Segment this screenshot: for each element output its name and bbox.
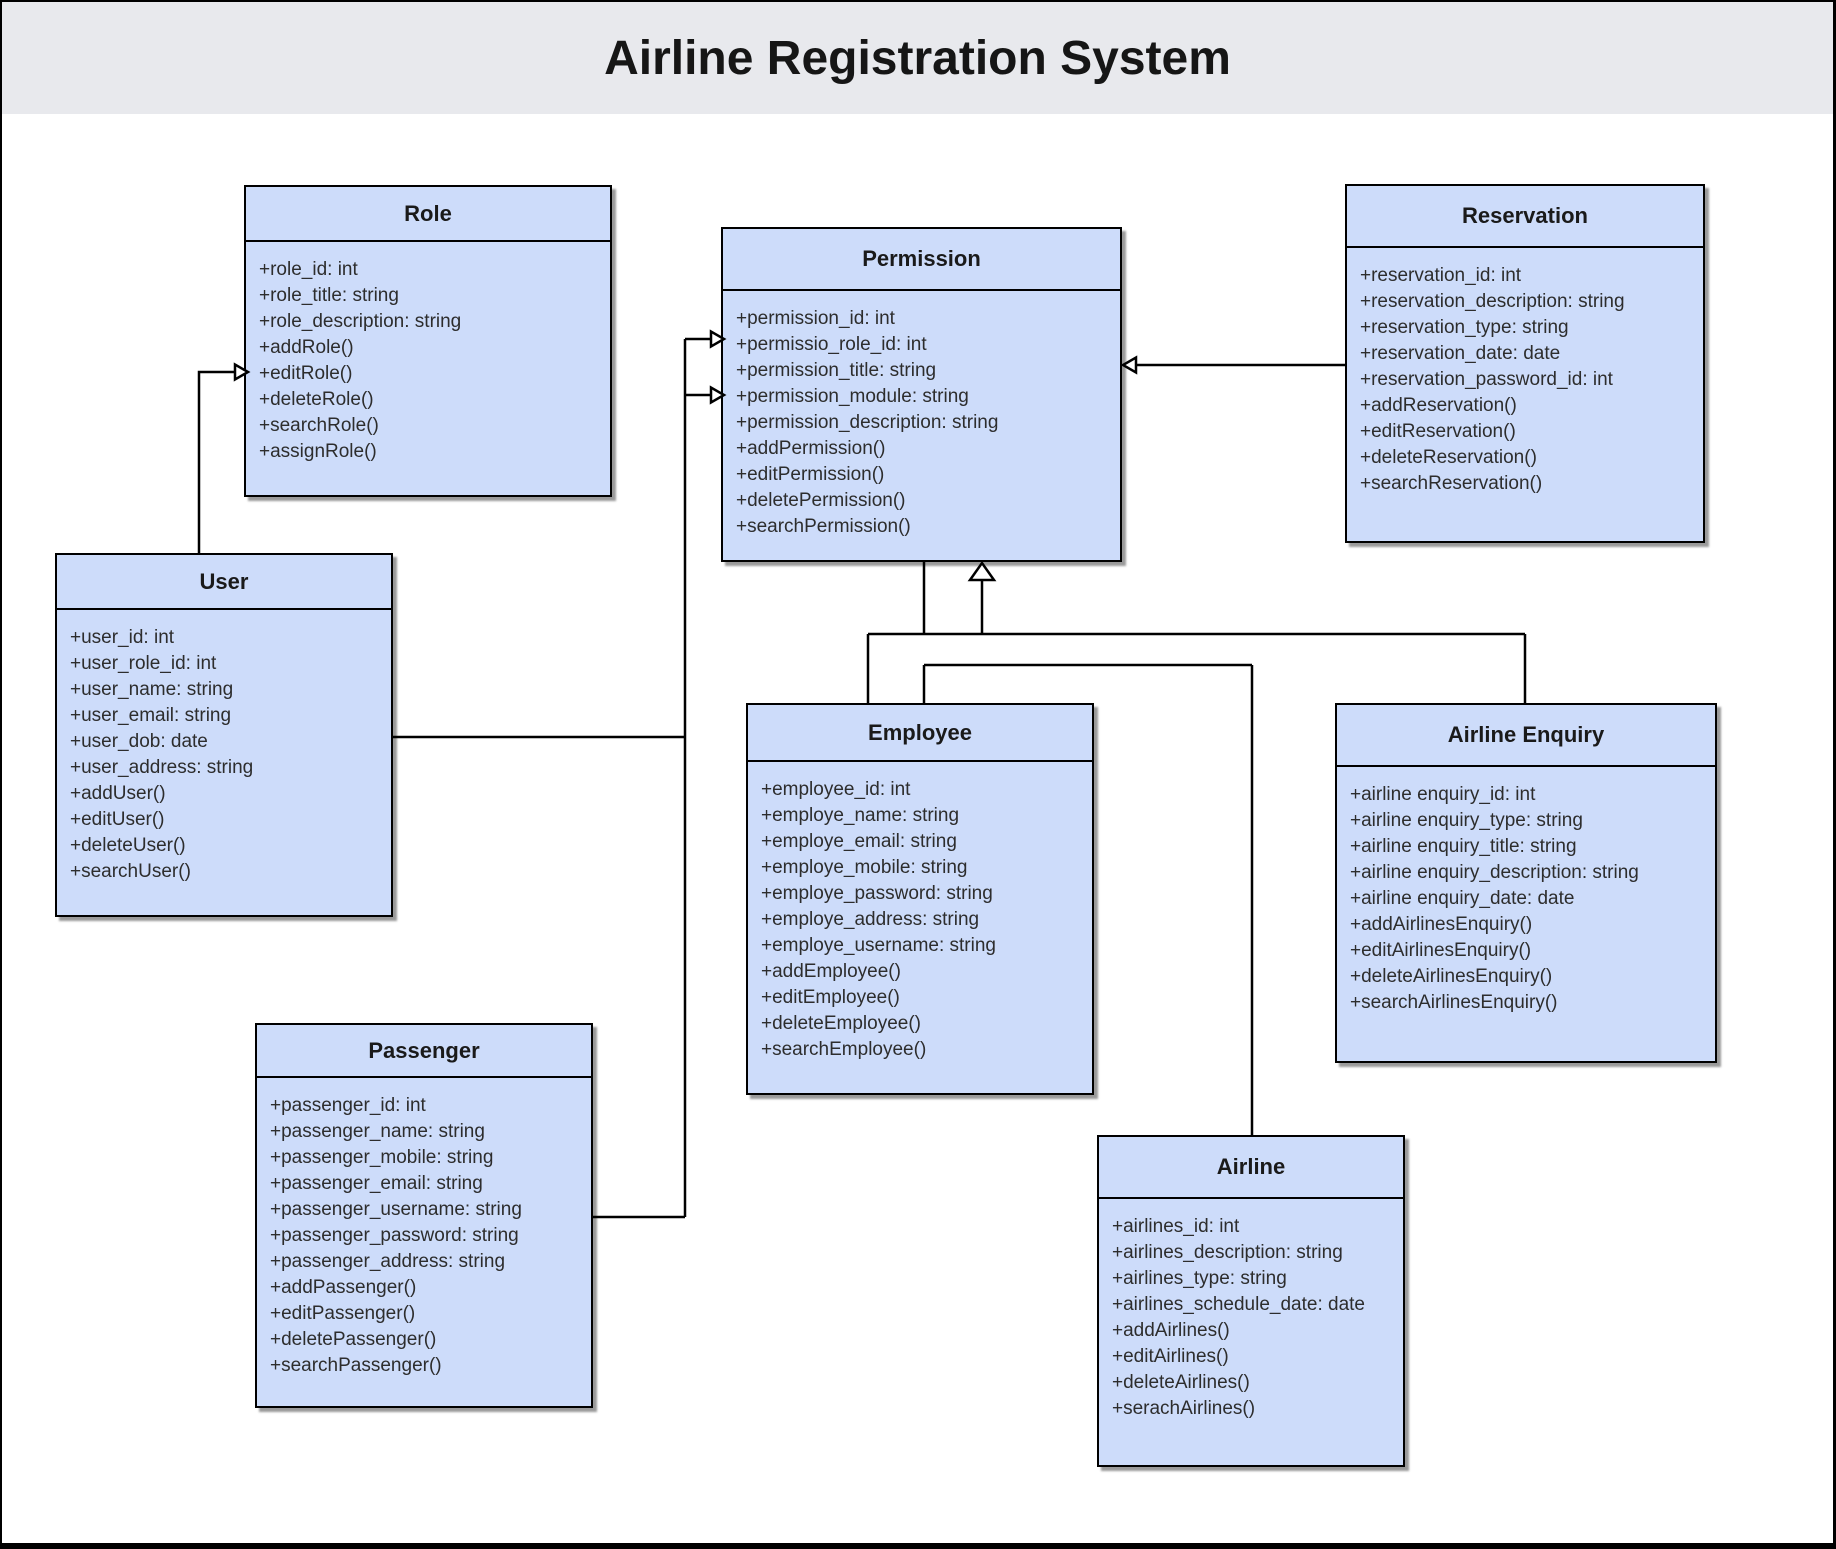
class-member: +passenger_password: string [270,1225,519,1246]
class-member: +reservation_password_id: int [1360,369,1613,390]
class-member: +permission_module: string [736,386,969,407]
class-box-airline-enquiry[interactable] [1335,703,1717,1063]
class-member: +airline enquiry_id: int [1350,784,1536,805]
class-member: +editAirlines() [1112,1346,1229,1367]
class-member: +searchEmployee() [761,1039,927,1060]
class-members-airline [1099,1199,1403,1422]
class-member: +deleteRole() [259,389,374,410]
class-member: +employe_address: string [761,909,980,930]
class-member: +user_address: string [70,757,254,778]
class-member: +permission_title: string [736,360,937,381]
class-members-reservation [1347,248,1703,497]
class-member: +role_id: int [259,259,358,280]
class-member: +addRole() [259,337,354,358]
class-member: +addAirlinesEnquiry() [1350,914,1533,935]
class-members-employee [748,762,1092,1063]
class-box-user[interactable] [55,553,393,917]
class-member: +addAirlines() [1112,1320,1230,1341]
class-member: +user_dob: date [70,731,208,752]
class-member: +permission_id: int [736,308,895,329]
class-box-passenger[interactable] [255,1023,593,1408]
class-member: +assignRole() [259,441,377,462]
class-member: +user_email: string [70,705,232,726]
class-member: +reservation_id: int [1360,265,1522,286]
class-member: +passenger_name: string [270,1121,485,1142]
class-members-airline-enquiry [1337,767,1715,1016]
class-box-reservation[interactable] [1345,184,1705,543]
class-title-airline: Airline [1099,1137,1403,1199]
class-member: +searchPermission() [736,516,911,537]
edge-user-role [199,372,235,553]
title-band [2,2,1833,114]
class-member: +passenger_mobile: string [270,1147,494,1168]
class-member: +addPassenger() [270,1277,417,1298]
diagram-title: Airline Registration System [604,31,1231,85]
class-members-passenger [257,1078,591,1379]
class-member: +serachAirlines() [1112,1398,1256,1419]
class-member: +employe_username: string [761,935,996,956]
inheritance-triangle-permission [970,563,994,580]
class-member: +role_description: string [259,311,462,332]
class-title-reservation: Reservation [1347,186,1703,248]
class-member: +airlines_schedule_date: date [1112,1294,1365,1315]
class-member: +reservation_description: string [1360,291,1625,312]
class-member: +editUser() [70,809,165,830]
class-member: +role_title: string [259,285,399,306]
class-member: +passenger_email: string [270,1173,483,1194]
class-member: +deleteAirlinesEnquiry() [1350,966,1553,987]
class-member: +deleteAirlines() [1112,1372,1250,1393]
class-member: +addEmployee() [761,961,901,982]
class-member: +editEmployee() [761,987,900,1008]
class-member: +airline enquiry_date: date [1350,888,1575,909]
class-title-airline-enquiry: Airline Enquiry [1337,705,1715,767]
class-member: +user_role_id: int [70,653,217,674]
class-member: +addPermission() [736,438,886,459]
class-member: +passenger_username: string [270,1199,522,1220]
class-member: +addUser() [70,783,166,804]
class-member: +airlines_type: string [1112,1268,1287,1289]
class-member: +deleteEmployee() [761,1013,922,1034]
class-title-employee: Employee [748,705,1092,762]
class-member: +searchUser() [70,861,191,882]
class-member: +airlines_id: int [1112,1216,1240,1237]
class-member: +searchRole() [259,415,379,436]
class-member: +airlines_description: string [1112,1242,1343,1263]
class-member: +editPermission() [736,464,885,485]
class-box-permission[interactable] [721,227,1122,562]
class-member: +deletePassenger() [270,1329,437,1350]
class-member: +deleteReservation() [1360,447,1537,468]
class-member: +reservation_type: string [1360,317,1569,338]
class-member: +user_name: string [70,679,234,700]
class-title-role: Role [246,187,610,242]
class-member: +employe_password: string [761,883,993,904]
class-title-user: User [57,555,391,610]
class-member: +addReservation() [1360,395,1517,416]
class-member: +passenger_address: string [270,1251,506,1272]
class-member: +employee_id: int [761,779,911,800]
class-box-airline[interactable] [1097,1135,1405,1467]
class-member: +user_id: int [70,627,175,648]
class-members-role [246,242,610,465]
class-member: +airline enquiry_description: string [1350,862,1639,883]
class-member: +airline enquiry_type: string [1350,810,1583,831]
class-member: +searchPassenger() [270,1355,442,1376]
class-member: +airline enquiry_title: string [1350,836,1577,857]
class-members-permission [723,291,1120,540]
class-member: +searchAirlinesEnquiry() [1350,992,1558,1013]
class-member: +deletePermission() [736,490,906,511]
class-member: +editPassenger() [270,1303,416,1324]
class-member: +reservation_date: date [1360,343,1561,364]
arrowhead-into-permission-right [1123,358,1136,373]
class-member: +editReservation() [1360,421,1516,442]
diagram-paper [2,2,1833,1543]
class-members-user [57,610,391,885]
class-member: +editAirlinesEnquiry() [1350,940,1532,961]
class-member: +editRole() [259,363,353,384]
class-title-permission: Permission [723,229,1120,291]
class-member: +passenger_id: int [270,1095,426,1116]
class-member: +employe_email: string [761,831,957,852]
class-member: +permission_description: string [736,412,999,433]
class-member: +deleteUser() [70,835,186,856]
class-title-passenger: Passenger [257,1025,591,1078]
class-box-role[interactable] [244,185,612,497]
class-box-employee[interactable] [746,703,1094,1095]
class-member: +searchReservation() [1360,473,1543,494]
class-member: +employe_mobile: string [761,857,968,878]
class-member: +permissio_role_id: int [736,334,927,355]
class-member: +employe_name: string [761,805,960,826]
